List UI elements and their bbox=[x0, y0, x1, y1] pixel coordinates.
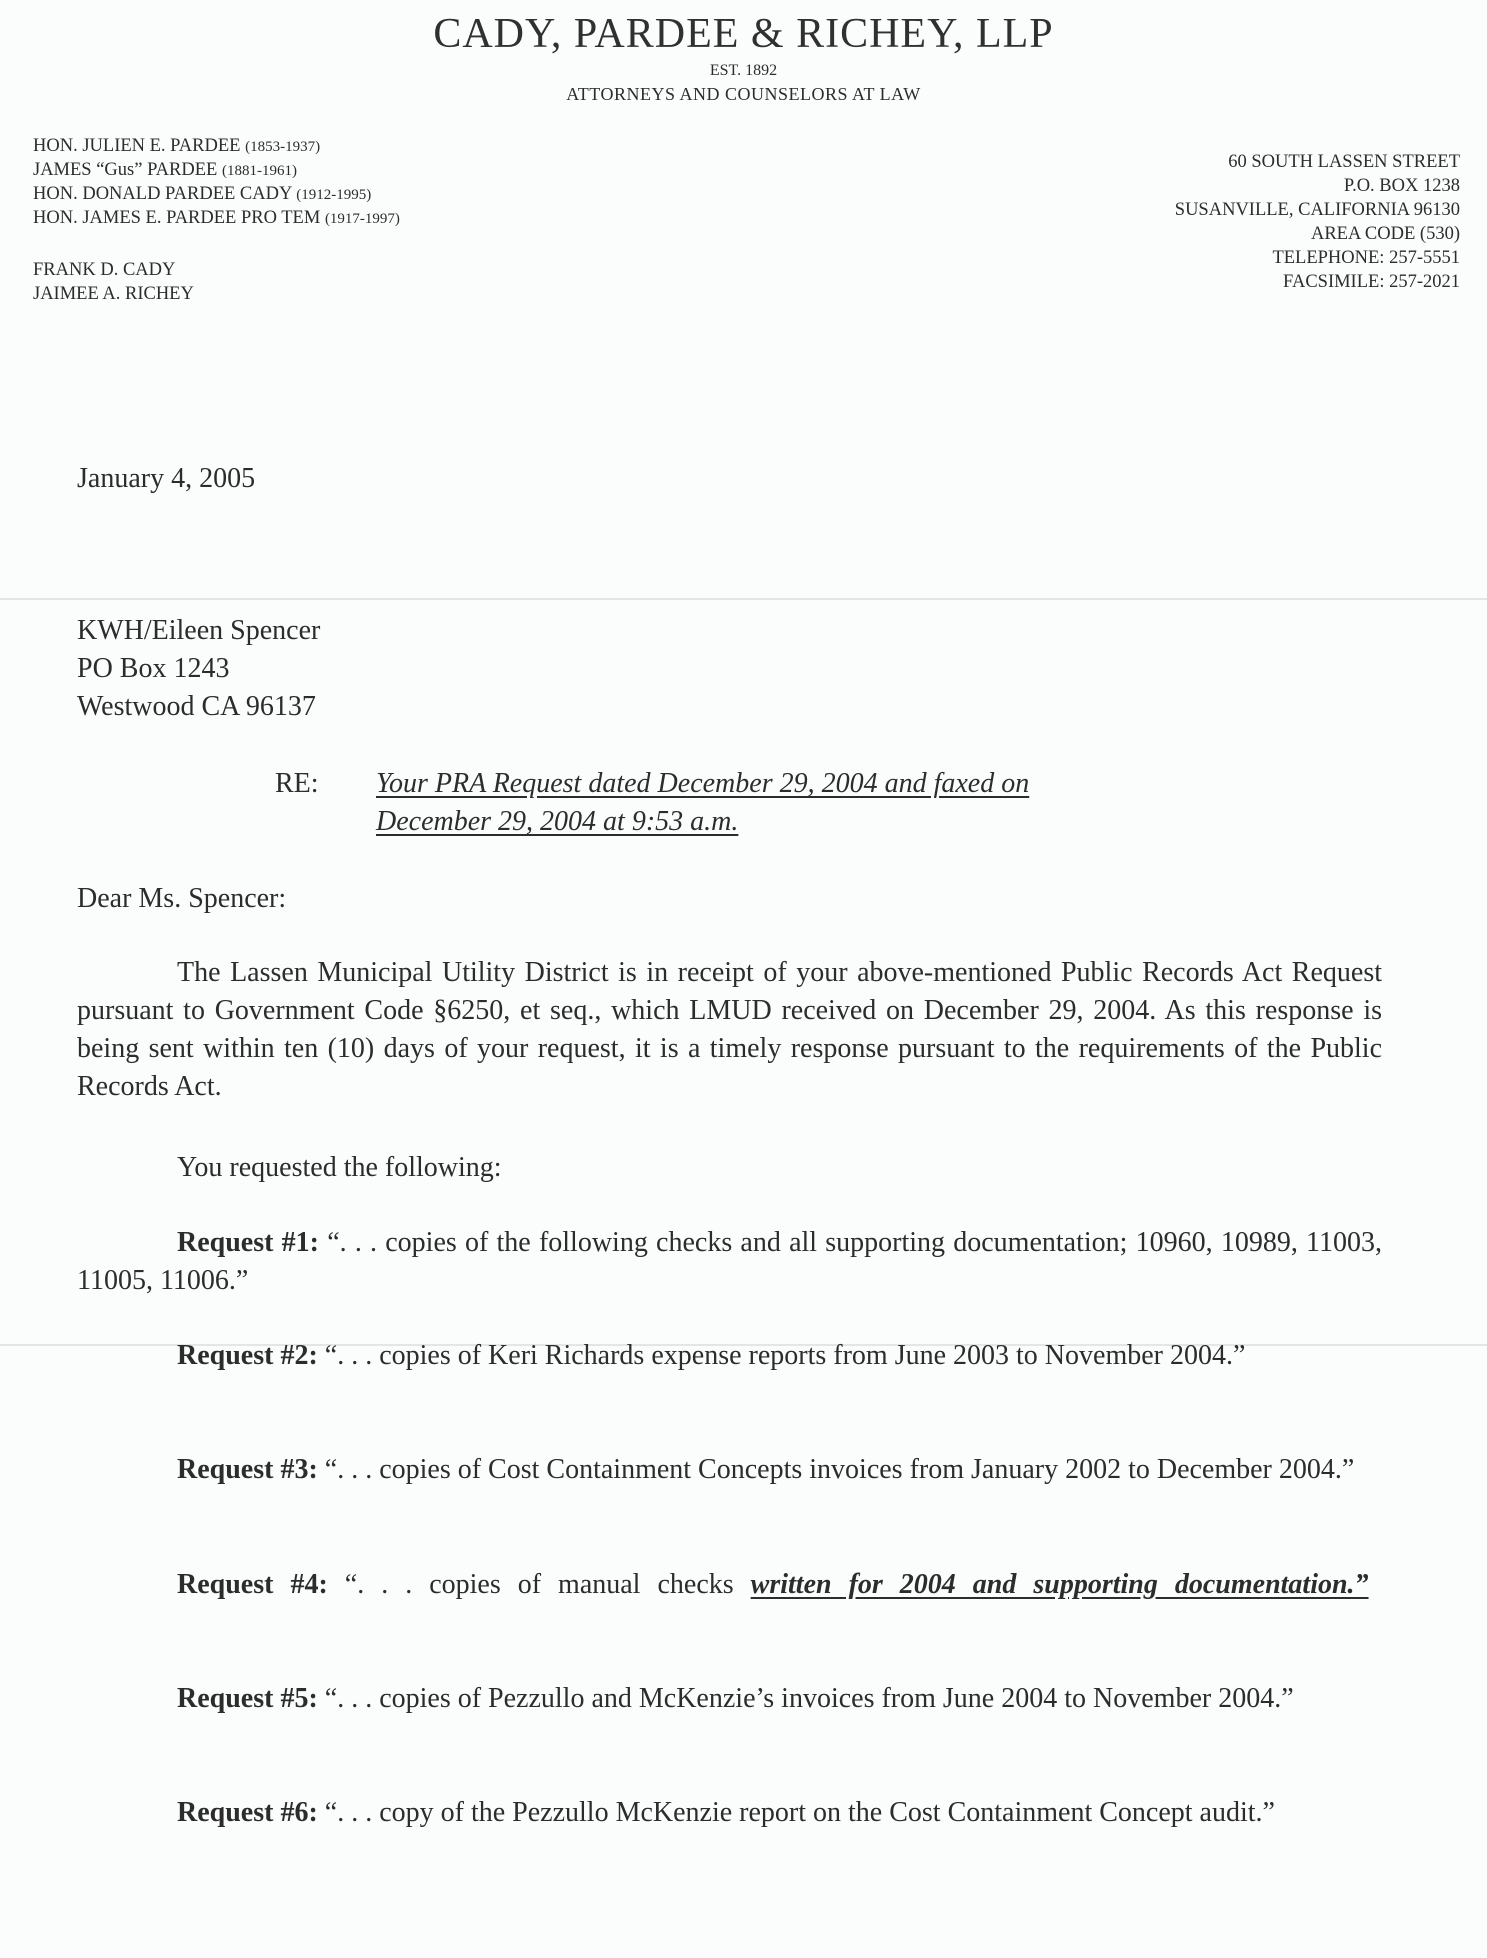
request-item bbox=[77, 1794, 1382, 1832]
firm-address-block bbox=[1175, 150, 1460, 294]
request-text: “. . . copies of Pezzullo and McKenzie’s invoices from June 2004 to November 2004.” bbox=[324, 1683, 1294, 1714]
re-label: RE: bbox=[275, 768, 319, 799]
request-text: “. . . copies of manual checks bbox=[344, 1569, 734, 1600]
address-area-code: AREA CODE (530) bbox=[1310, 224, 1460, 244]
address-po-box: P.O. BOX 1238 bbox=[1343, 176, 1460, 196]
firm-subtitle: ATTORNEYS AND COUNSELORS AT LAW bbox=[566, 84, 921, 104]
current-partners-list bbox=[33, 258, 194, 306]
request-item bbox=[77, 1680, 1382, 1718]
address-facsimile: FACSIMILE: 257-2021 bbox=[1283, 272, 1460, 292]
re-subject bbox=[376, 765, 1029, 841]
request-label: Request #6: bbox=[177, 1797, 318, 1828]
request-text: “. . . copy of the Pezzullo McKenzie report on the Cost Containment Concept audit.” bbox=[324, 1797, 1275, 1828]
request-text: “. . . copies of Cost Containment Concepts invoices from January 2002 to December 2004.” bbox=[324, 1454, 1355, 1485]
recipient-city: Westwood CA 96137 bbox=[77, 691, 316, 722]
firm-name: CADY, PARDEE & RICHEY, LLP bbox=[433, 11, 1054, 57]
letter-date: January 4, 2005 bbox=[77, 463, 256, 494]
recipient-address bbox=[77, 612, 320, 726]
re-subject-line: December 29, 2004 at 9:53 a.m. bbox=[376, 806, 739, 837]
historic-partner: HON. JAMES E. PARDEE PRO TEM (1917-1997) bbox=[33, 208, 400, 228]
address-telephone: TELEPHONE: 257-5551 bbox=[1272, 248, 1460, 268]
body-paragraph: The Lassen Municipal Utility District is in receipt of your above-mentioned Public Records Act Request pursuant to Government Code §6250, et seq., which LMUD received on December 29, 2004. As this response is being sent within ten (10) days of your request, it is a timely response pursuant to the requirements of the Public Records Act. bbox=[77, 957, 1382, 1102]
request-label: Request #2: bbox=[177, 1340, 318, 1371]
request-item bbox=[77, 1451, 1382, 1489]
salutation: Dear Ms. Spencer: bbox=[77, 883, 287, 914]
historic-partner: HON. JULIEN E. PARDEE (1853-1937) bbox=[33, 136, 321, 156]
request-item bbox=[77, 1224, 1382, 1300]
current-partner: FRANK D. CADY bbox=[33, 260, 176, 280]
request-label: Request #1: bbox=[177, 1227, 319, 1258]
request-label: Request #3: bbox=[177, 1454, 318, 1485]
recipient-po-box: PO Box 1243 bbox=[77, 653, 230, 684]
paper-fold-line bbox=[0, 598, 1487, 600]
request-item bbox=[77, 1337, 1382, 1375]
address-street: 60 SOUTH LASSEN STREET bbox=[1228, 152, 1460, 172]
request-item bbox=[77, 1566, 1382, 1604]
re-subject-line: Your PRA Request dated December 29, 2004 and faxed on bbox=[376, 768, 1030, 799]
body-paragraph: You requested the following: bbox=[177, 1152, 502, 1183]
request-label: Request #4: bbox=[177, 1569, 328, 1600]
current-partner: JAIMEE A. RICHEY bbox=[33, 284, 194, 304]
request-emphasis: written for 2004 and supporting documentation.” bbox=[750, 1569, 1369, 1600]
recipient-name: KWH/Eileen Spencer bbox=[77, 615, 321, 646]
historic-partner: HON. DONALD PARDEE CADY (1912-1995) bbox=[33, 184, 372, 204]
request-text: “. . . copies of Keri Richards expense reports from June 2003 to November 2004.” bbox=[324, 1340, 1246, 1371]
request-label: Request #5: bbox=[177, 1683, 318, 1714]
request-text: “. . . copies of the following checks and all supporting documentation; 10960, 10989, 11003, 11005, 11006.” bbox=[77, 1227, 1383, 1296]
historic-partner: JAMES “Gus” PARDEE (1881-1961) bbox=[33, 160, 297, 180]
historic-partners-list bbox=[33, 135, 400, 231]
address-city: SUSANVILLE, CALIFORNIA 96130 bbox=[1174, 200, 1460, 220]
established-year: EST. 1892 bbox=[709, 62, 778, 79]
